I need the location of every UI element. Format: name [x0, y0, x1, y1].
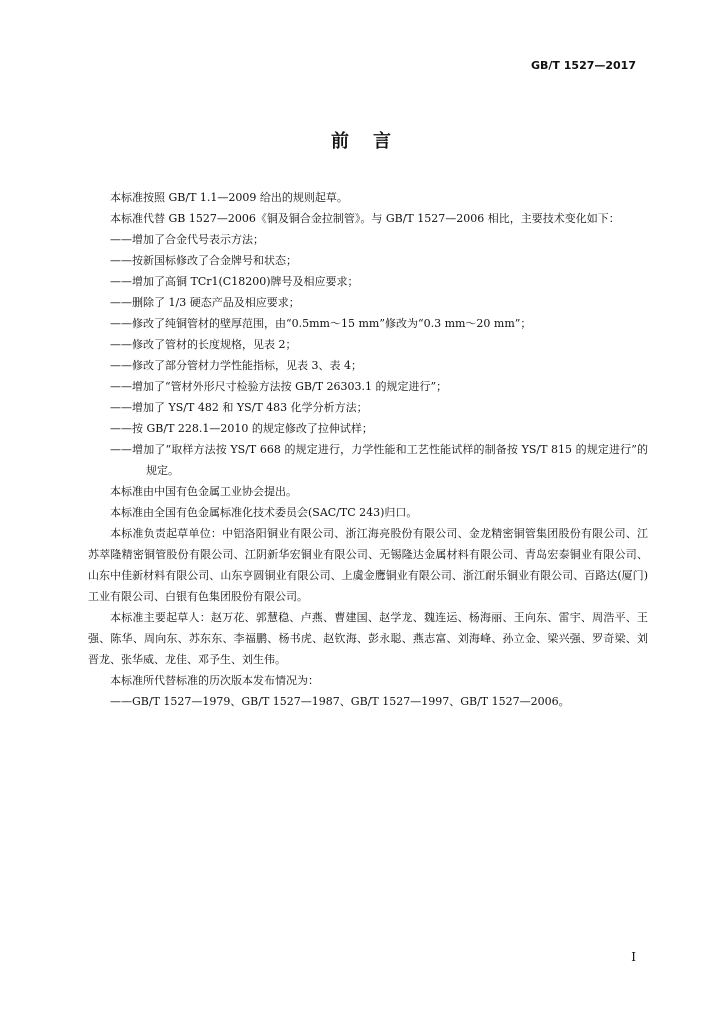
paragraph-history-intro: 本标准所代替标准的历次版本发布情况为：: [110, 674, 319, 687]
change-item: ——增加了“管材外形尺寸检验方法按 GB/T 26303.1 的规定进行”；: [110, 380, 448, 393]
change-item: ——修改了管材的长度规格，见表 2；: [110, 338, 297, 351]
change-item: ——增加了高铜 TCr1(C18200)牌号及相应要求；: [110, 275, 359, 288]
change-item: ——按 GB/T 228.1—2010 的规定修改了拉伸试样；: [110, 422, 373, 435]
change-item: ——增加了 YS/T 482 和 YS/T 483 化学分析方法；: [110, 401, 368, 414]
document-body: [88, 187, 648, 712]
page-number: I: [631, 950, 636, 964]
page-title: 前言: [331, 131, 415, 152]
paragraph-proposed-by: 本标准由中国有色金属工业协会提出。: [110, 485, 297, 498]
paragraph-drafting-rules: 本标准按照 GB/T 1.1—2009 给出的规则起草。: [110, 191, 348, 204]
change-item: ——增加了“取样方法按 YS/T 668 的规定进行，力学性能和工艺性能试样的制备按 YS/T 815 的规定进行”的规定。: [110, 443, 648, 477]
change-item: ——按新国标修改了合金牌号和状态；: [110, 254, 297, 267]
paragraph-replacement: 本标准代替 GB 1527—2006《铜及铜合金拉制管》。与 GB/T 1527—2006 相比，主要技术变化如下：: [110, 212, 620, 225]
paragraph-drafting-units: 本标准负责起草单位：中铝洛阳铜业有限公司、浙江海亮股份有限公司、金龙精密铜管集团股份有限公司、江苏萃隆精密铜管股份有限公司、江阴新华宏铜业有限公司、无锡隆达金属材料有限公司、青岛宏泰铜业有限公司、山东中佳新材料有限公司、山东亨圆铜业有限公司、上虞金鹰铜业有限公司、浙江耐乐铜业有限公司、百路达(厦门)工业有限公司、白银有色集团股份有限公司。: [88, 527, 648, 603]
change-item: ——增加了合金代号表示方法；: [110, 233, 264, 246]
standard-id-header: GB/T 1527—2017: [531, 59, 636, 72]
change-item: ——修改了部分管材力学性能指标，见表 3、表 4；: [110, 359, 362, 372]
change-item: ——修改了纯铜管材的壁厚范围，由“0.5mm～15 mm”修改为“0.3 mm～20 mm”；: [110, 317, 532, 330]
paragraph-drafters: 本标准主要起草人：赵万花、郭慧稳、卢燕、曹建国、赵学龙、魏连运、杨海丽、王向东、雷宇、周浩平、王强、陈华、周向东、苏东东、李福鹏、杨书虎、赵钦海、彭永聪、燕志富、刘海峰、孙立金、梁兴强、罗奇梁、刘晋龙、张华威、龙佳、邓予生、刘生伟。: [88, 611, 648, 666]
change-item: ——删除了 1/3 硬态产品及相应要求；: [110, 296, 300, 309]
history-item: ——GB/T 1527—1979、GB/T 1527—1987、GB/T 1527—1997、GB/T 1527—2006。: [110, 695, 570, 708]
paragraph-centralized-by: 本标准由全国有色金属标准化技术委员会(SAC/TC 243)归口。: [110, 506, 418, 519]
